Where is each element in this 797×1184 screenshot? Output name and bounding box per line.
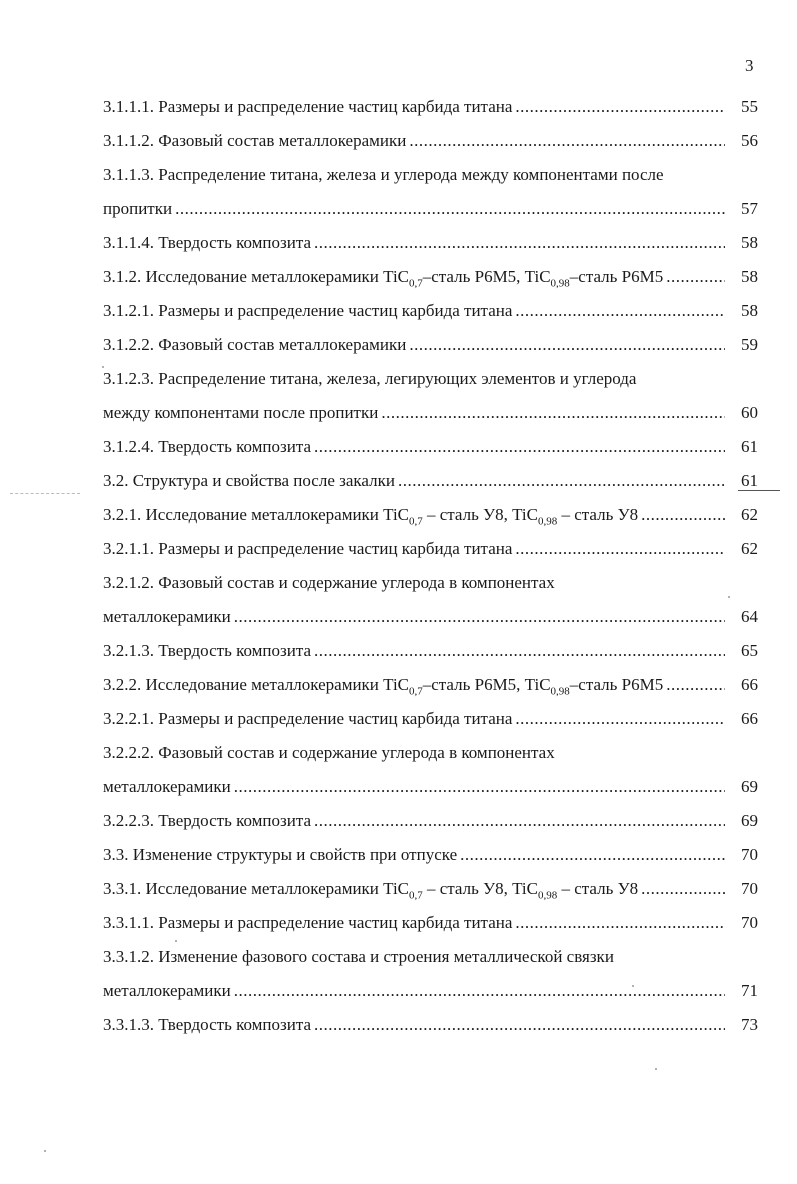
dot-leader [666, 668, 725, 702]
toc-entry-title: 3.2.2.3. Твердость композита [103, 811, 312, 830]
toc-entry [103, 362, 758, 396]
toc-entry [103, 906, 758, 940]
toc-entry [103, 260, 758, 294]
toc-entry-title: 3.2.1. Исследование металлокерамики TiC$_{0,7}$ – сталь У8, TiC$_{0,98}$ – сталь У8 [103, 505, 639, 528]
toc-entry-page: 69 [741, 811, 758, 830]
scan-speck [175, 940, 177, 942]
toc-entry-title: 3.3.1. Исследование металлокерамики TiC$_{0,7}$ – сталь У8, TiC$_{0,98}$ – сталь У8 [103, 879, 639, 902]
toc-entry [103, 430, 758, 464]
toc-entry [103, 702, 758, 736]
toc-entry [103, 940, 758, 974]
toc-entry [103, 974, 758, 1008]
dot-leader [234, 600, 725, 634]
toc-entry-title: 3.2.1.1. Размеры и распределение частиц карбида титана [103, 539, 513, 558]
toc-entry-title: 3.1.2.3. Распределение титана, железа, легирующих элементов и углерода [103, 369, 637, 388]
toc-entry [103, 736, 758, 770]
page-number: 3 [745, 56, 754, 75]
toc-entry-page: 56 [741, 131, 758, 150]
dot-leader [314, 804, 725, 838]
toc-entry-page: 71 [741, 981, 758, 1000]
scan-speck [632, 985, 634, 987]
toc-entry-title: 3.2.2.1. Размеры и распределение частиц карбида титана [103, 709, 513, 728]
toc-entry-title: пропитки [103, 199, 173, 218]
dot-leader [515, 294, 725, 328]
toc-entry-page: 70 [741, 913, 758, 932]
dot-leader [515, 90, 725, 124]
scan-speck [44, 1150, 46, 1152]
toc-entry-page: 62 [741, 505, 758, 524]
scan-speck [655, 1068, 657, 1070]
toc-entry-page: 61 [741, 437, 758, 456]
scan-speck [728, 596, 730, 598]
toc-entry-title: 3.3.1.3. Твердость композита [103, 1015, 312, 1034]
toc-entry [103, 532, 758, 566]
toc-entry-title: 3.1.2.4. Твердость композита [103, 437, 312, 456]
dot-leader [460, 838, 725, 872]
dot-leader [234, 770, 725, 804]
toc-entry [103, 872, 758, 906]
toc-entry [103, 294, 758, 328]
toc-entry [103, 226, 758, 260]
toc-entry-title: 3.1.2.2. Фазовый состав металлокерамики [103, 335, 407, 354]
toc-entry-page: 62 [741, 539, 758, 558]
toc-entry-title: 3.1.1.1. Размеры и распределение частиц карбида титана [103, 97, 513, 116]
toc-entry-title: 3.3.1.2. Изменение фазового состава и строения металлической связки [103, 947, 614, 966]
toc-entry-title: 3.2. Структура и свойства после закалки [103, 471, 395, 490]
dot-leader [381, 396, 725, 430]
toc-entry-title: металлокерамики [103, 777, 231, 796]
toc-entry [103, 668, 758, 702]
toc-entry-page: 73 [741, 1015, 758, 1034]
toc-entry-title: металлокерамики [103, 607, 231, 626]
toc-entry-page: 55 [741, 97, 758, 116]
toc-entry-page: 60 [741, 403, 758, 422]
toc-entry-page: 58 [741, 267, 758, 286]
dot-leader [515, 906, 725, 940]
toc-entry-title: 3.1.2.1. Размеры и распределение частиц карбида титана [103, 301, 513, 320]
toc-entry-title: 3.3.1.1. Размеры и распределение частиц карбида титана [103, 913, 513, 932]
toc-entry [103, 192, 758, 226]
toc-entry-title: 3.1.1.4. Твердость композита [103, 233, 312, 252]
dot-leader [398, 464, 725, 498]
toc-entry [103, 804, 758, 838]
scan-speck [102, 366, 104, 368]
toc-entry-title: 3.1.1.3. Распределение титана, железа и углерода между компонентами после [103, 165, 664, 184]
dot-leader [314, 226, 725, 260]
dot-leader [175, 192, 725, 226]
toc-entry-title: 3.1.2. Исследование металлокерамики TiC$_{0,7}$–сталь Р6М5, TiC$_{0,98}$–сталь Р6М5 [103, 267, 664, 290]
dot-leader [314, 430, 725, 464]
toc-entry-page: 58 [741, 301, 758, 320]
toc-entry [103, 124, 758, 158]
toc-entry-title: 3.2.2. Исследование металлокерамики TiC$_{0,7}$–сталь Р6М5, TiC$_{0,98}$–сталь Р6М5 [103, 675, 664, 698]
dot-leader [515, 702, 725, 736]
toc-entry-page: 57 [741, 199, 758, 218]
table-of-contents [103, 90, 758, 1042]
dot-leader [409, 328, 725, 362]
toc-entry-page: 69 [741, 777, 758, 796]
toc-entry [103, 464, 758, 498]
toc-entry [103, 498, 758, 532]
toc-entry-page: 66 [741, 709, 758, 728]
dot-leader [234, 974, 725, 1008]
toc-entry [103, 838, 758, 872]
toc-entry-title: металлокерамики [103, 981, 231, 1000]
toc-entry-title: 3.3. Изменение структуры и свойств при отпуске [103, 845, 458, 864]
toc-entry [103, 328, 758, 362]
toc-entry-page: 70 [741, 845, 758, 864]
dot-leader [409, 124, 725, 158]
toc-entry [103, 396, 758, 430]
toc-entry [103, 158, 758, 192]
toc-entry-page: 61 [741, 471, 758, 490]
scan-mark [738, 490, 780, 491]
toc-entry-page: 65 [741, 641, 758, 660]
toc-entry-page: 64 [741, 607, 758, 626]
toc-entry [103, 770, 758, 804]
toc-entry [103, 566, 758, 600]
toc-entry [103, 634, 758, 668]
toc-entry [103, 600, 758, 634]
toc-entry-page: 66 [741, 675, 758, 694]
toc-entry-title: 3.2.1.3. Твердость композита [103, 641, 312, 660]
dot-leader [314, 1008, 725, 1042]
dot-leader [314, 634, 725, 668]
toc-entry-title: 3.2.1.2. Фазовый состав и содержание углерода в компонентах [103, 573, 555, 592]
toc-entry-title: 3.2.2.2. Фазовый состав и содержание углерода в компонентах [103, 743, 555, 762]
scan-mark [10, 493, 80, 495]
dot-leader [641, 498, 725, 532]
dot-leader [666, 260, 725, 294]
toc-entry-title: между компонентами после пропитки [103, 403, 379, 422]
toc-entry-page: 59 [741, 335, 758, 354]
toc-entry [103, 1008, 758, 1042]
toc-entry-page: 70 [741, 879, 758, 898]
toc-entry-title: 3.1.1.2. Фазовый состав металлокерамики [103, 131, 407, 150]
dot-leader [515, 532, 725, 566]
toc-entry-page: 58 [741, 233, 758, 252]
dot-leader [641, 872, 725, 906]
toc-entry [103, 90, 758, 124]
